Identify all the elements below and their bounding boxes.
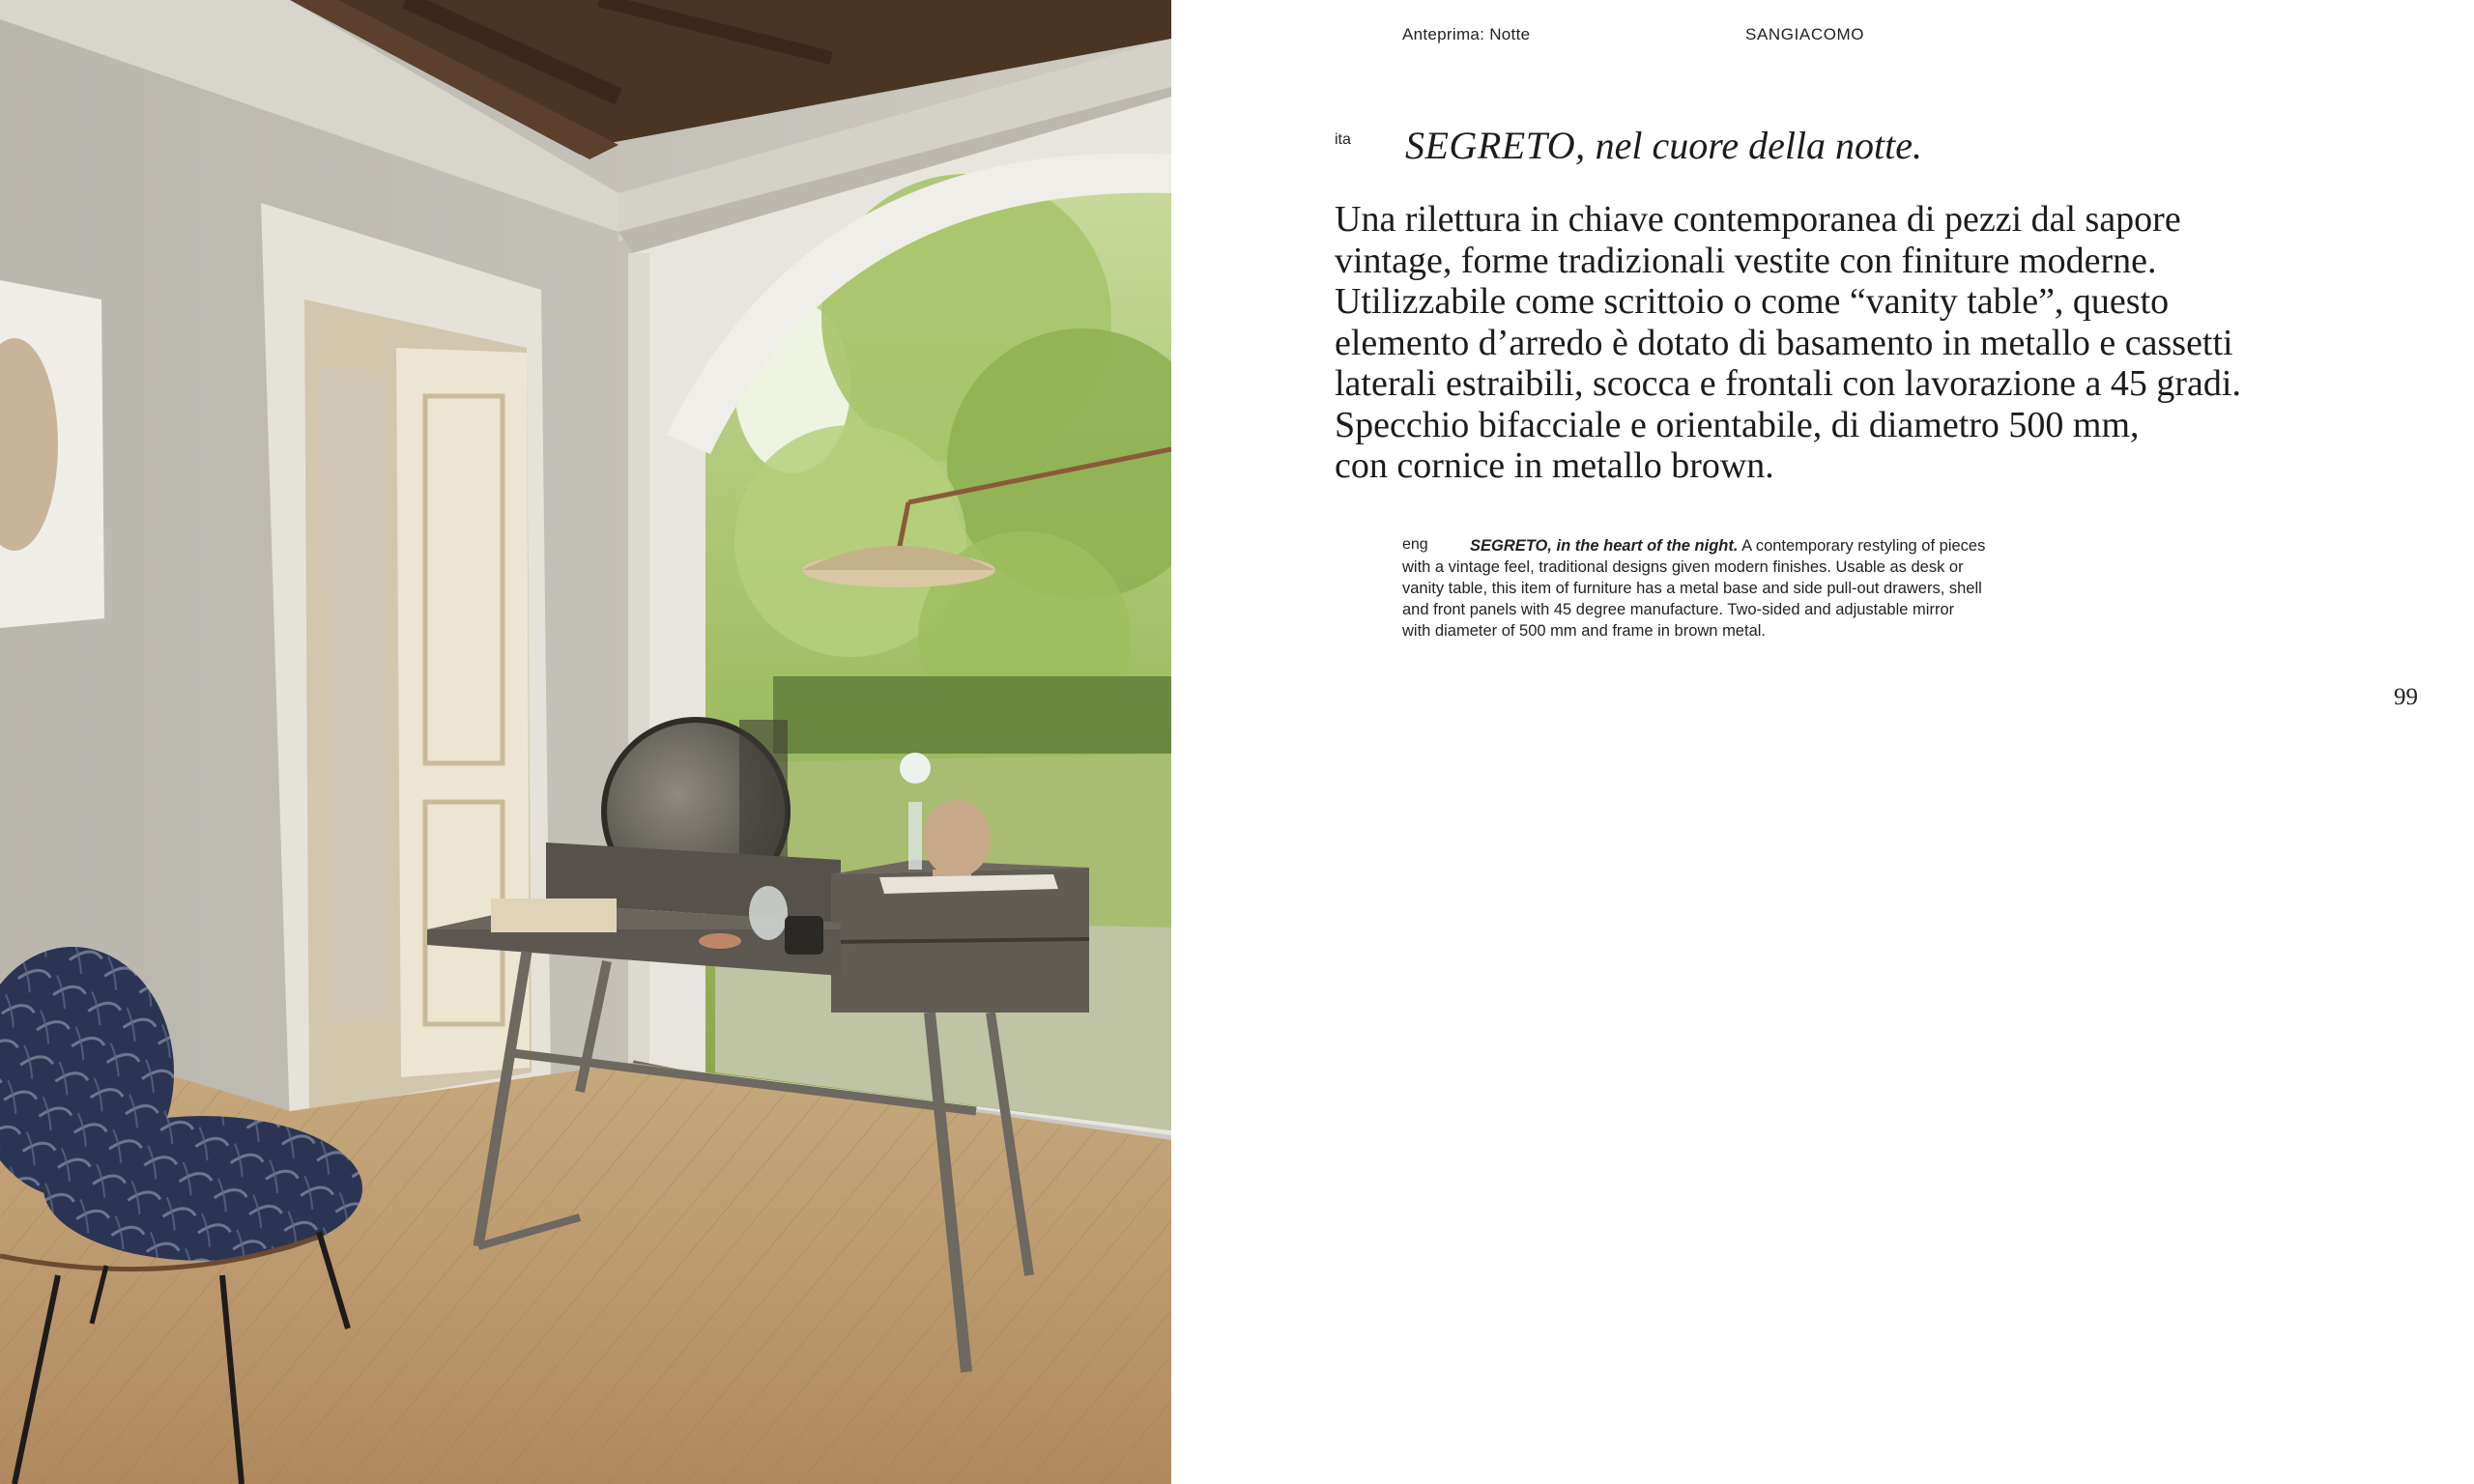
italian-line: elemento d’arredo è dotato di basamento in metallo e cassetti: [1335, 322, 2233, 363]
language-tag-eng: eng: [1402, 536, 1428, 553]
product-name: SEGRETO,: [1405, 124, 1586, 167]
italian-line: Una rilettura in chiave contemporanea di pezzi dal sapore: [1335, 199, 2181, 240]
english-line: with a vintage feel, traditional designs given modern finishes. Usable as desk or: [1402, 558, 1964, 576]
page-number: 99: [2394, 684, 2418, 710]
running-head-section: Anteprima: Notte: [1402, 25, 1531, 43]
english-first-line: [1402, 535, 2098, 556]
english-title: SEGRETO, in the heart of the night.: [1470, 537, 1739, 555]
english-line: and front panels with 45 degree manufacture. Two-sided and adjustable mirror: [1402, 601, 1955, 618]
vanity-table-room-illustration: [0, 0, 1171, 1484]
english-first-line-text: A contemporary restyling of pieces: [1738, 537, 1986, 555]
italian-line: con cornice in metallo brown.: [1335, 445, 1774, 486]
brand-name: SANGIACOMO: [1745, 25, 1865, 43]
italian-title-subtitle: nel cuore della notte.: [1595, 124, 1923, 167]
interior-photo: [0, 0, 1171, 1484]
italian-line: Specchio bifacciale e orientabile, di diametro 500 mm,: [1335, 404, 2140, 445]
english-line: vanity table, this item of furniture has a metal base and side pull-out drawers, shell: [1402, 580, 1982, 597]
english-description: [1402, 535, 2098, 642]
italian-description: [1335, 199, 2417, 487]
italian-line: Utilizzabile come scrittoio o come “vanity table”, questo: [1335, 281, 2170, 322]
english-line: with diameter of 500 mm and frame in brown metal.: [1402, 622, 1766, 640]
italian-title: [1405, 120, 1922, 172]
italian-line: laterali estraibili, scocca e frontali con lavorazione a 45 gradi.: [1335, 363, 2241, 404]
language-tag-ita: ita: [1335, 131, 1351, 148]
italian-line: vintage, forme tradizionali vestite con finiture moderne.: [1335, 240, 2157, 281]
